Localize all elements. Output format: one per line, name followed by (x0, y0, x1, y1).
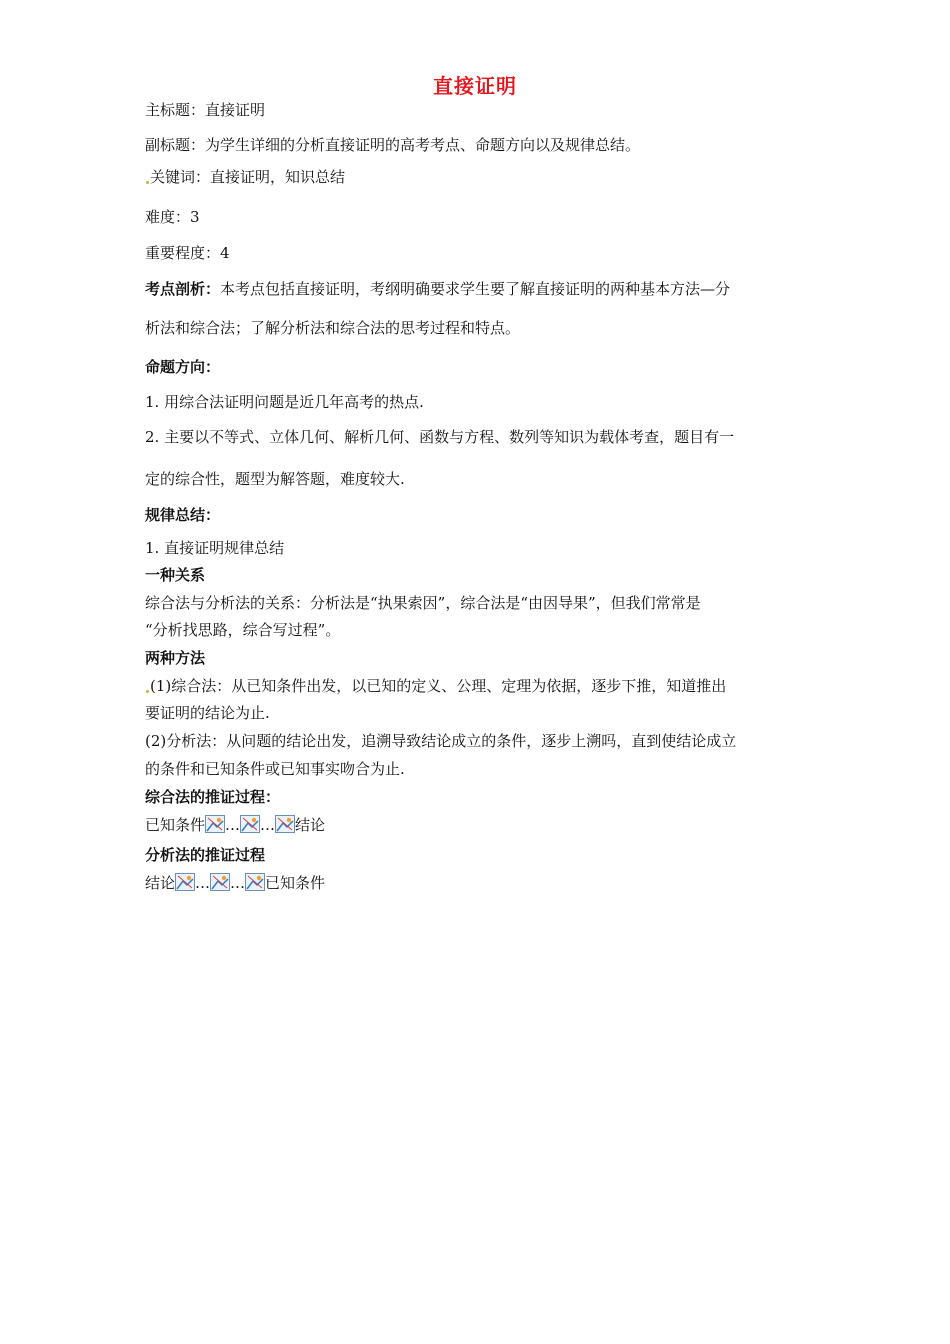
method2-line1: (2)分析法：从问题的结论出发，追溯导致结论成立的条件，逐步上溯吗，直到使结论成立 (145, 732, 737, 750)
analysis-chain (145, 873, 325, 893)
analysis-start: 结论 (145, 874, 176, 892)
direction-item-2-line2: 定的综合性，题型为解答题，难度较大. (145, 470, 405, 488)
analysis-method-heading: 分析法的推证过程 (145, 846, 266, 864)
direction-item-1: 1. 用综合法证明问题是近几年高考的热点. (145, 393, 424, 411)
direction-heading: 命题方向： (145, 358, 221, 376)
method1-line2: 要证明的结论为止. (145, 704, 270, 722)
ellipsis: … (260, 816, 276, 834)
synthesis-heading: 综合法的推证过程： (145, 788, 281, 806)
marker-dot (146, 690, 149, 693)
marker-dot (146, 181, 149, 184)
summary-heading: 规律总结： (145, 506, 221, 524)
relation-line2: “分析找思路，综合写过程”。 (145, 621, 341, 639)
analysis-end: 已知条件 (265, 874, 326, 892)
difficulty-line: 难度：3 (145, 208, 200, 226)
summary-item-1: 1. 直接证明规律总结 (145, 539, 285, 557)
broken-image-icon (240, 815, 260, 833)
main-title-line: 主标题：直接证明 (145, 101, 266, 119)
synthesis-end: 结论 (295, 816, 326, 834)
analysis-paragraph-line1 (145, 279, 730, 299)
broken-image-icon (205, 815, 225, 833)
synthesis-chain (145, 815, 325, 835)
synthesis-start: 已知条件 (145, 816, 206, 834)
ellipsis: … (225, 816, 241, 834)
broken-image-icon (175, 873, 195, 891)
methods-heading: 两种方法 (145, 649, 206, 667)
importance-line: 重要程度：4 (145, 244, 230, 262)
relation-heading: 一种关系 (145, 566, 206, 584)
ellipsis: … (195, 874, 211, 892)
broken-image-icon (245, 873, 265, 891)
ellipsis: … (230, 874, 246, 892)
document-title: 直接证明 (433, 74, 517, 98)
subtitle-line: 副标题：为学生详细的分析直接证明的高考考点、命题方向以及规律总结。 (145, 136, 641, 154)
analysis-text-1: 本考点包括直接证明，考纲明确要求学生要了解直接证明的两种基本方法—分 (220, 280, 731, 298)
method1-text: (1)综合法：从已知条件出发，以已知的定义、公理、定理为依据，逐步下推，知道推出 (150, 677, 727, 695)
broken-image-icon (275, 815, 295, 833)
method2-line2: 的条件和已知条件或已知事实吻合为止. (145, 760, 405, 778)
direction-item-2-line1: 2. 主要以不等式、立体几何、解析几何、函数与方程、数列等知识为载体考查，题目有一 (145, 428, 735, 446)
keywords-text: 关键词：直接证明，知识总结 (150, 168, 346, 186)
analysis-label: 考点剖析： (145, 280, 221, 298)
method1-line1 (145, 676, 726, 696)
keywords-line (145, 167, 345, 187)
broken-image-icon (210, 873, 230, 891)
analysis-paragraph-line2: 析法和综合法；了解分析法和综合法的思考过程和特点。 (145, 319, 521, 337)
relation-line1: 综合法与分析法的关系：分析法是“执果索因”，综合法是“由因导果”，但我们常常是 (145, 594, 701, 612)
